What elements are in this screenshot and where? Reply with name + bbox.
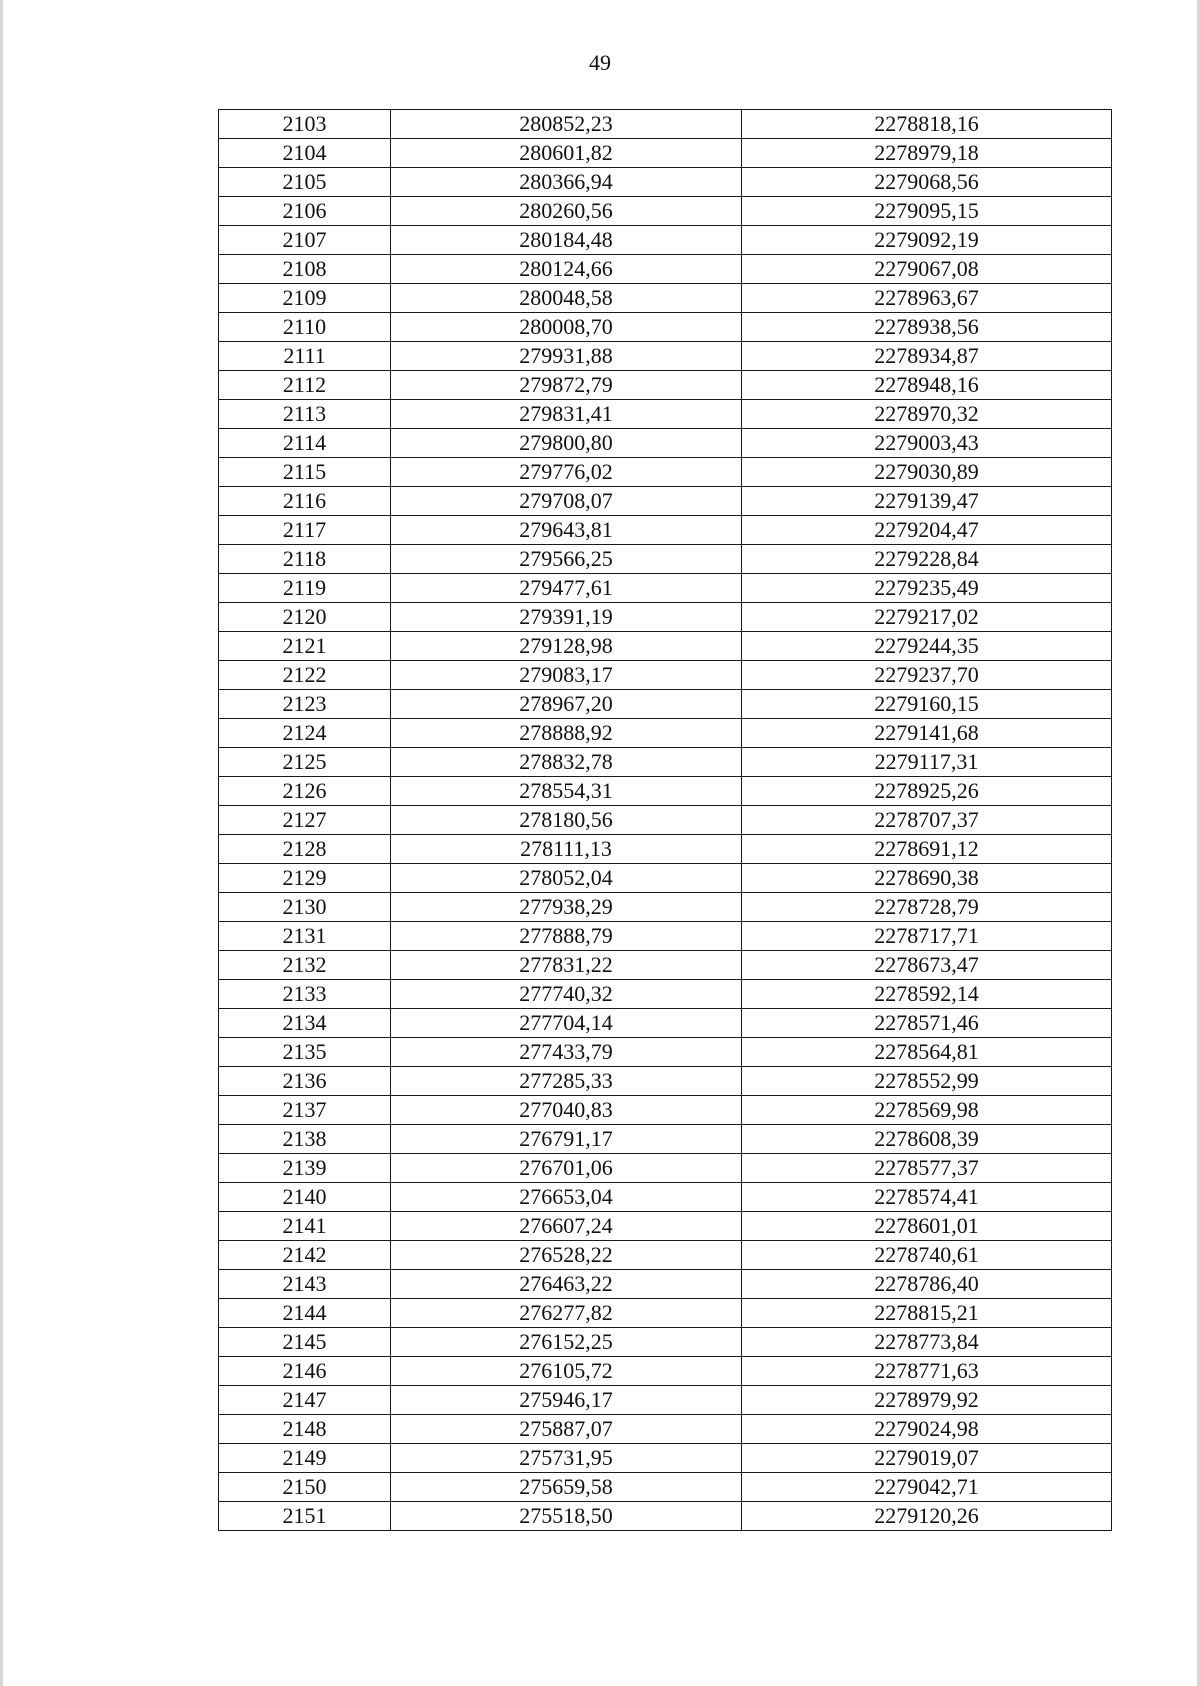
point-number-cell: 2126 (219, 777, 391, 806)
x-coordinate-cell: 276607,24 (391, 1212, 742, 1241)
point-number-cell: 2148 (219, 1415, 391, 1444)
y-coordinate-cell: 2278601,01 (742, 1212, 1112, 1241)
point-number-cell: 2117 (219, 516, 391, 545)
table-row (219, 255, 1112, 284)
point-number-cell: 2149 (219, 1444, 391, 1473)
x-coordinate-cell: 277888,79 (391, 922, 742, 951)
table-row (219, 139, 1112, 168)
y-coordinate-cell: 2278552,99 (742, 1067, 1112, 1096)
point-number-cell: 2112 (219, 371, 391, 400)
table-row (219, 1299, 1112, 1328)
point-number-cell: 2150 (219, 1473, 391, 1502)
point-number-cell: 2104 (219, 139, 391, 168)
table-row (219, 1212, 1112, 1241)
y-coordinate-cell: 2278728,79 (742, 893, 1112, 922)
table-row (219, 661, 1112, 690)
table-row (219, 574, 1112, 603)
coordinates-table-body (219, 110, 1112, 1531)
y-coordinate-cell: 2279235,49 (742, 574, 1112, 603)
point-number-cell: 2127 (219, 806, 391, 835)
point-number-cell: 2143 (219, 1270, 391, 1299)
y-coordinate-cell: 2279019,07 (742, 1444, 1112, 1473)
table-row (219, 748, 1112, 777)
point-number-cell: 2128 (219, 835, 391, 864)
table-row (219, 1415, 1112, 1444)
y-coordinate-cell: 2279003,43 (742, 429, 1112, 458)
point-number-cell: 2151 (219, 1502, 391, 1531)
y-coordinate-cell: 2279067,08 (742, 255, 1112, 284)
table-row (219, 893, 1112, 922)
x-coordinate-cell: 277740,32 (391, 980, 742, 1009)
x-coordinate-cell: 278832,78 (391, 748, 742, 777)
page-number: 49 (589, 50, 611, 75)
x-coordinate-cell: 277040,83 (391, 1096, 742, 1125)
x-coordinate-cell: 278967,20 (391, 690, 742, 719)
x-coordinate-cell: 279708,07 (391, 487, 742, 516)
y-coordinate-cell: 2278707,37 (742, 806, 1112, 835)
x-coordinate-cell: 276528,22 (391, 1241, 742, 1270)
point-number-cell: 2133 (219, 980, 391, 1009)
table-row (219, 980, 1112, 1009)
y-coordinate-cell: 2278771,63 (742, 1357, 1112, 1386)
table-row (219, 777, 1112, 806)
x-coordinate-cell: 279800,80 (391, 429, 742, 458)
y-coordinate-cell: 2278970,32 (742, 400, 1112, 429)
table-row (219, 487, 1112, 516)
y-coordinate-cell: 2278577,37 (742, 1154, 1112, 1183)
y-coordinate-cell: 2279141,68 (742, 719, 1112, 748)
point-number-cell: 2107 (219, 226, 391, 255)
table-row (219, 168, 1112, 197)
point-number-cell: 2113 (219, 400, 391, 429)
x-coordinate-cell: 275659,58 (391, 1473, 742, 1502)
y-coordinate-cell: 2279217,02 (742, 603, 1112, 632)
y-coordinate-cell: 2279030,89 (742, 458, 1112, 487)
point-number-cell: 2125 (219, 748, 391, 777)
x-coordinate-cell: 280124,66 (391, 255, 742, 284)
x-coordinate-cell: 275731,95 (391, 1444, 742, 1473)
point-number-cell: 2110 (219, 313, 391, 342)
table-row (219, 284, 1112, 313)
point-number-cell: 2144 (219, 1299, 391, 1328)
x-coordinate-cell: 279931,88 (391, 342, 742, 371)
point-number-cell: 2145 (219, 1328, 391, 1357)
y-coordinate-cell: 2278934,87 (742, 342, 1112, 371)
table-row (219, 110, 1112, 139)
x-coordinate-cell: 278180,56 (391, 806, 742, 835)
point-number-cell: 2141 (219, 1212, 391, 1241)
y-coordinate-cell: 2278592,14 (742, 980, 1112, 1009)
table-row (219, 1038, 1112, 1067)
x-coordinate-cell: 280008,70 (391, 313, 742, 342)
table-row (219, 342, 1112, 371)
table-row (219, 1502, 1112, 1531)
y-coordinate-cell: 2278786,40 (742, 1270, 1112, 1299)
table-row (219, 226, 1112, 255)
point-number-cell: 2130 (219, 893, 391, 922)
x-coordinate-cell: 278111,13 (391, 835, 742, 864)
table-row (219, 400, 1112, 429)
y-coordinate-cell: 2279204,47 (742, 516, 1112, 545)
point-number-cell: 2116 (219, 487, 391, 516)
table-row (219, 1328, 1112, 1357)
x-coordinate-cell: 276463,22 (391, 1270, 742, 1299)
y-coordinate-cell: 2278608,39 (742, 1125, 1112, 1154)
x-coordinate-cell: 278554,31 (391, 777, 742, 806)
table-row (219, 1386, 1112, 1415)
point-number-cell: 2114 (219, 429, 391, 458)
y-coordinate-cell: 2279068,56 (742, 168, 1112, 197)
y-coordinate-cell: 2278815,21 (742, 1299, 1112, 1328)
x-coordinate-cell: 280260,56 (391, 197, 742, 226)
point-number-cell: 2138 (219, 1125, 391, 1154)
table-row (219, 835, 1112, 864)
x-coordinate-cell: 275887,07 (391, 1415, 742, 1444)
table-row (219, 1270, 1112, 1299)
y-coordinate-cell: 2279117,31 (742, 748, 1112, 777)
y-coordinate-cell: 2278691,12 (742, 835, 1112, 864)
table-row (219, 864, 1112, 893)
x-coordinate-cell: 279083,17 (391, 661, 742, 690)
point-number-cell: 2137 (219, 1096, 391, 1125)
table-row (219, 1009, 1112, 1038)
x-coordinate-cell: 276791,17 (391, 1125, 742, 1154)
y-coordinate-cell: 2278948,16 (742, 371, 1112, 400)
y-coordinate-cell: 2278571,46 (742, 1009, 1112, 1038)
x-coordinate-cell: 280184,48 (391, 226, 742, 255)
y-coordinate-cell: 2278979,18 (742, 139, 1112, 168)
x-coordinate-cell: 279831,41 (391, 400, 742, 429)
table-row (219, 313, 1112, 342)
point-number-cell: 2108 (219, 255, 391, 284)
table-row (219, 197, 1112, 226)
y-coordinate-cell: 2279228,84 (742, 545, 1112, 574)
table-row (219, 1473, 1112, 1502)
y-coordinate-cell: 2278979,92 (742, 1386, 1112, 1415)
y-coordinate-cell: 2278574,41 (742, 1183, 1112, 1212)
point-number-cell: 2106 (219, 197, 391, 226)
x-coordinate-cell: 280048,58 (391, 284, 742, 313)
x-coordinate-cell: 279128,98 (391, 632, 742, 661)
y-coordinate-cell: 2278569,98 (742, 1096, 1112, 1125)
point-number-cell: 2109 (219, 284, 391, 313)
point-number-cell: 2135 (219, 1038, 391, 1067)
table-row (219, 1125, 1112, 1154)
x-coordinate-cell: 279643,81 (391, 516, 742, 545)
x-coordinate-cell: 276105,72 (391, 1357, 742, 1386)
point-number-cell: 2131 (219, 922, 391, 951)
y-coordinate-cell: 2278818,16 (742, 110, 1112, 139)
point-number-cell: 2129 (219, 864, 391, 893)
y-coordinate-cell: 2279092,19 (742, 226, 1112, 255)
x-coordinate-cell: 277433,79 (391, 1038, 742, 1067)
table-row (219, 429, 1112, 458)
y-coordinate-cell: 2278564,81 (742, 1038, 1112, 1067)
point-number-cell: 2132 (219, 951, 391, 980)
point-number-cell: 2139 (219, 1154, 391, 1183)
point-number-cell: 2120 (219, 603, 391, 632)
table-row (219, 1154, 1112, 1183)
point-number-cell: 2140 (219, 1183, 391, 1212)
table-row (219, 719, 1112, 748)
point-number-cell: 2105 (219, 168, 391, 197)
x-coordinate-cell: 277704,14 (391, 1009, 742, 1038)
y-coordinate-cell: 2279244,35 (742, 632, 1112, 661)
y-coordinate-cell: 2278717,71 (742, 922, 1112, 951)
x-coordinate-cell: 276277,82 (391, 1299, 742, 1328)
coordinates-table (218, 109, 1112, 1531)
table-row (219, 1096, 1112, 1125)
x-coordinate-cell: 278888,92 (391, 719, 742, 748)
y-coordinate-cell: 2278740,61 (742, 1241, 1112, 1270)
table-row (219, 516, 1112, 545)
y-coordinate-cell: 2278690,38 (742, 864, 1112, 893)
table-row (219, 1241, 1112, 1270)
table-row (219, 632, 1112, 661)
point-number-cell: 2136 (219, 1067, 391, 1096)
y-coordinate-cell: 2278773,84 (742, 1328, 1112, 1357)
x-coordinate-cell: 279872,79 (391, 371, 742, 400)
x-coordinate-cell: 277285,33 (391, 1067, 742, 1096)
point-number-cell: 2111 (219, 342, 391, 371)
x-coordinate-cell: 279776,02 (391, 458, 742, 487)
table-row (219, 371, 1112, 400)
x-coordinate-cell: 276152,25 (391, 1328, 742, 1357)
y-coordinate-cell: 2278925,26 (742, 777, 1112, 806)
table-row (219, 545, 1112, 574)
y-coordinate-cell: 2279024,98 (742, 1415, 1112, 1444)
table-row (219, 1444, 1112, 1473)
x-coordinate-cell: 275518,50 (391, 1502, 742, 1531)
table-row (219, 1183, 1112, 1212)
x-coordinate-cell: 280852,23 (391, 110, 742, 139)
x-coordinate-cell: 275946,17 (391, 1386, 742, 1415)
point-number-cell: 2122 (219, 661, 391, 690)
point-number-cell: 2103 (219, 110, 391, 139)
table-row (219, 458, 1112, 487)
y-coordinate-cell: 2279042,71 (742, 1473, 1112, 1502)
table-row (219, 922, 1112, 951)
table-row (219, 690, 1112, 719)
point-number-cell: 2146 (219, 1357, 391, 1386)
point-number-cell: 2119 (219, 574, 391, 603)
scan-edge-left (0, 0, 3, 1686)
y-coordinate-cell: 2278938,56 (742, 313, 1112, 342)
point-number-cell: 2124 (219, 719, 391, 748)
x-coordinate-cell: 280366,94 (391, 168, 742, 197)
point-number-cell: 2134 (219, 1009, 391, 1038)
table-row (219, 806, 1112, 835)
x-coordinate-cell: 277831,22 (391, 951, 742, 980)
x-coordinate-cell: 279391,19 (391, 603, 742, 632)
y-coordinate-cell: 2279095,15 (742, 197, 1112, 226)
y-coordinate-cell: 2278963,67 (742, 284, 1112, 313)
point-number-cell: 2123 (219, 690, 391, 719)
x-coordinate-cell: 278052,04 (391, 864, 742, 893)
table-row (219, 951, 1112, 980)
y-coordinate-cell: 2278673,47 (742, 951, 1112, 980)
table-row (219, 1067, 1112, 1096)
x-coordinate-cell: 279566,25 (391, 545, 742, 574)
x-coordinate-cell: 280601,82 (391, 139, 742, 168)
table-row (219, 1357, 1112, 1386)
y-coordinate-cell: 2279120,26 (742, 1502, 1112, 1531)
point-number-cell: 2115 (219, 458, 391, 487)
x-coordinate-cell: 277938,29 (391, 893, 742, 922)
y-coordinate-cell: 2279237,70 (742, 661, 1112, 690)
table-row (219, 603, 1112, 632)
x-coordinate-cell: 279477,61 (391, 574, 742, 603)
x-coordinate-cell: 276653,04 (391, 1183, 742, 1212)
point-number-cell: 2118 (219, 545, 391, 574)
point-number-cell: 2142 (219, 1241, 391, 1270)
point-number-cell: 2121 (219, 632, 391, 661)
x-coordinate-cell: 276701,06 (391, 1154, 742, 1183)
point-number-cell: 2147 (219, 1386, 391, 1415)
y-coordinate-cell: 2279139,47 (742, 487, 1112, 516)
y-coordinate-cell: 2279160,15 (742, 690, 1112, 719)
